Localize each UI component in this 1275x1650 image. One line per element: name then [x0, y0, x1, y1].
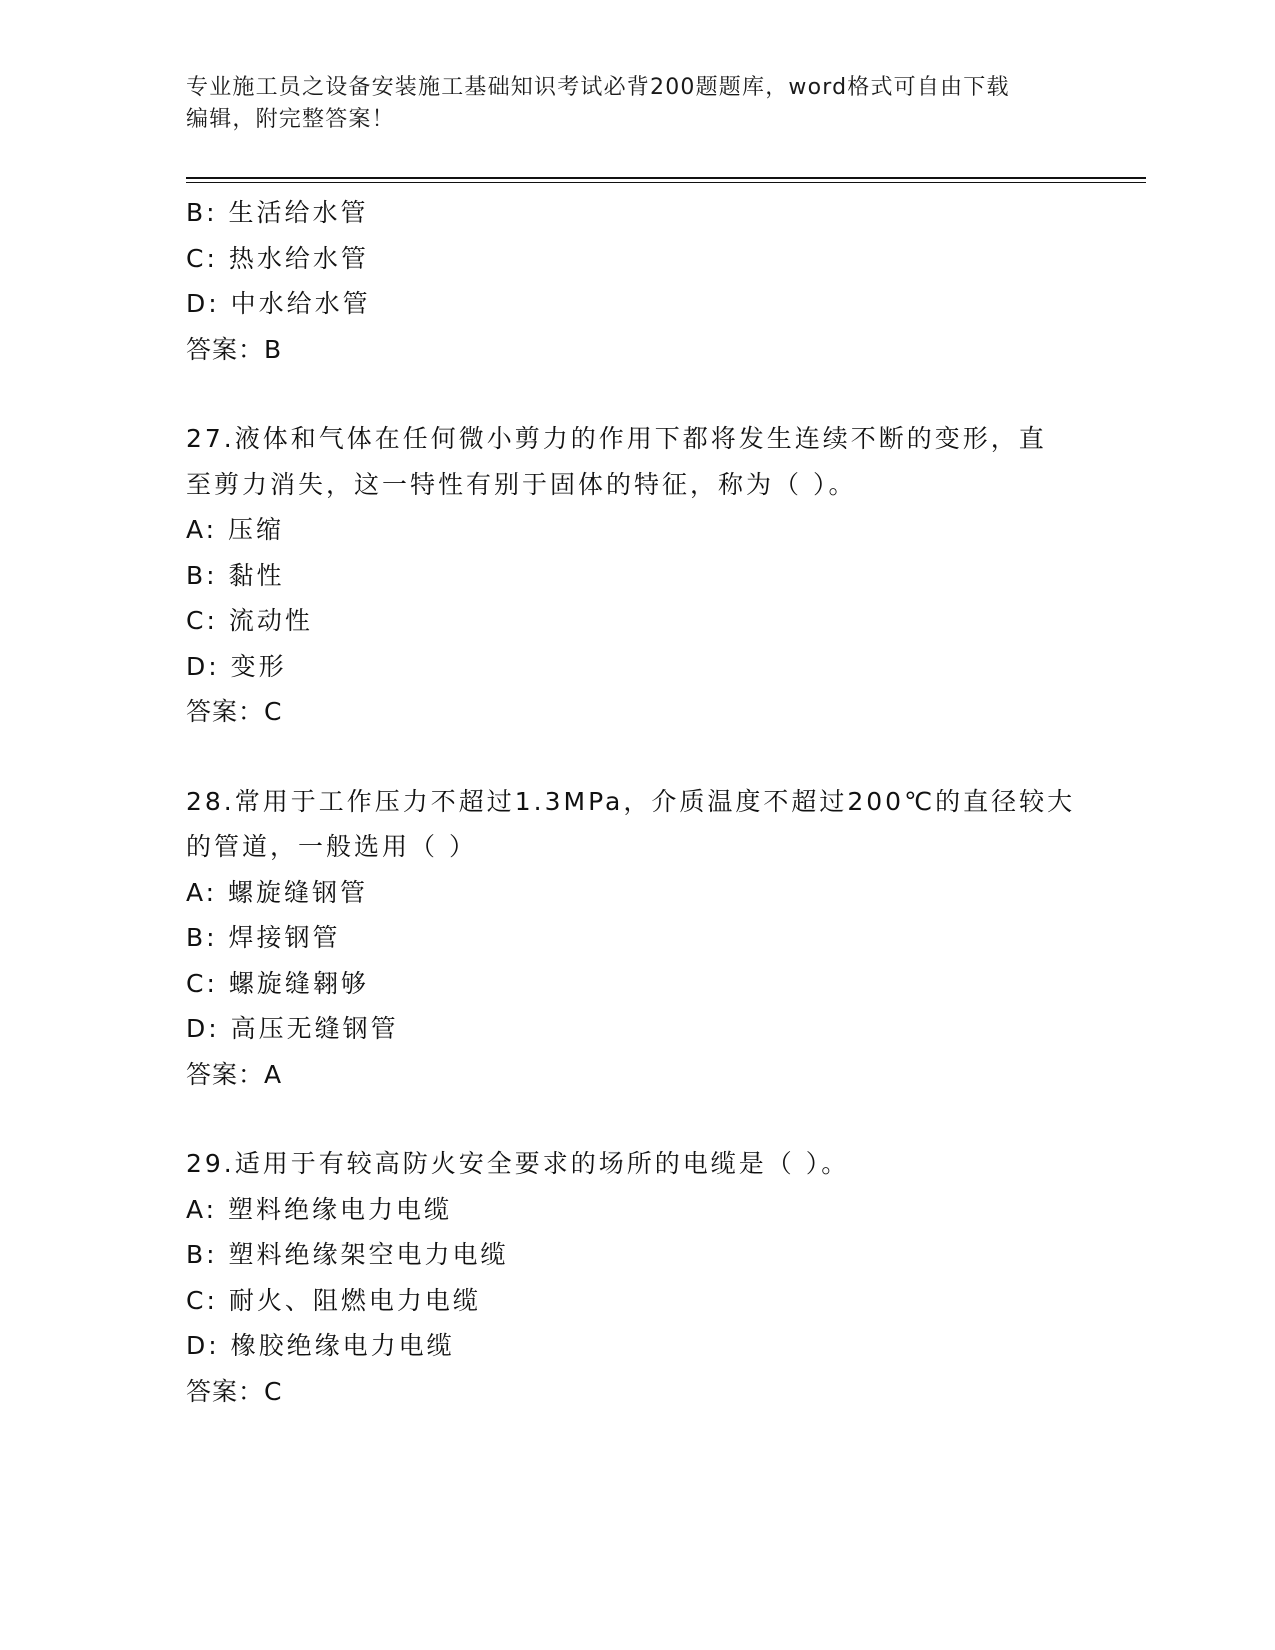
header-line-2: 编辑，附完整答案！ [186, 107, 395, 132]
question-stem: 28.常用于工作压力不超过1.3MPa，介质温度不超过200℃的直径较大 [186, 786, 1076, 816]
answer-label: 答案：B [186, 334, 283, 364]
option-c: C: 热水给水管 [186, 243, 369, 273]
option-a: A: 压缩 [186, 515, 285, 544]
option-a: A: 塑料绝缘电力电缆 [186, 1194, 453, 1224]
answer-label: 答案：A [186, 1059, 283, 1089]
question-stem: 27.液体和气体在任何微小剪力的作用下都将发生连续不断的变形，直 [186, 424, 1047, 453]
question-block-28 [186, 779, 1086, 1098]
option-d: D: 中水给水管 [186, 289, 371, 318]
option-b: B: 黏性 [186, 560, 285, 590]
option-b: B: 塑料绝缘架空电力电缆 [186, 1240, 509, 1269]
option-c: C: 耐火、阻燃电力电缆 [186, 1285, 481, 1315]
option-c: C: 流动性 [186, 606, 313, 635]
option-d: D: 橡胶绝缘电力电缆 [186, 1331, 455, 1360]
answer-label: 答案：C [186, 1376, 283, 1406]
question-block-27 [186, 416, 1086, 735]
document-header [186, 72, 1066, 136]
question-block-29 [186, 1141, 1086, 1414]
option-d: D: 变形 [186, 651, 287, 681]
option-d: D: 高压无缝钢管 [186, 1014, 399, 1043]
option-a: A: 螺旋缝钢管 [186, 877, 369, 907]
option-b: B: 焊接钢管 [186, 923, 341, 952]
question-block-26-continued [186, 190, 1086, 372]
header-divider-thick [186, 177, 1146, 179]
question-stem: 29.适用于有较高防火安全要求的场所的电缆是（ ）。 [186, 1149, 850, 1178]
question-stem-continued: 至剪力消失，这一特性有别于固体的特征，称为（ ）。 [186, 469, 857, 499]
option-c: C: 螺旋缝翱够 [186, 968, 369, 998]
header-line-1: 专业施工员之设备安装施工基础知识考试必背200题题库，word格式可自由下载 [186, 75, 1010, 100]
answer-label: 答案：C [186, 697, 283, 726]
header-divider-thin [186, 182, 1146, 183]
question-list [186, 190, 1086, 1414]
question-stem-continued: 的管道，一般选用（ ） [186, 832, 477, 861]
option-b: B: 生活给水管 [186, 198, 369, 227]
